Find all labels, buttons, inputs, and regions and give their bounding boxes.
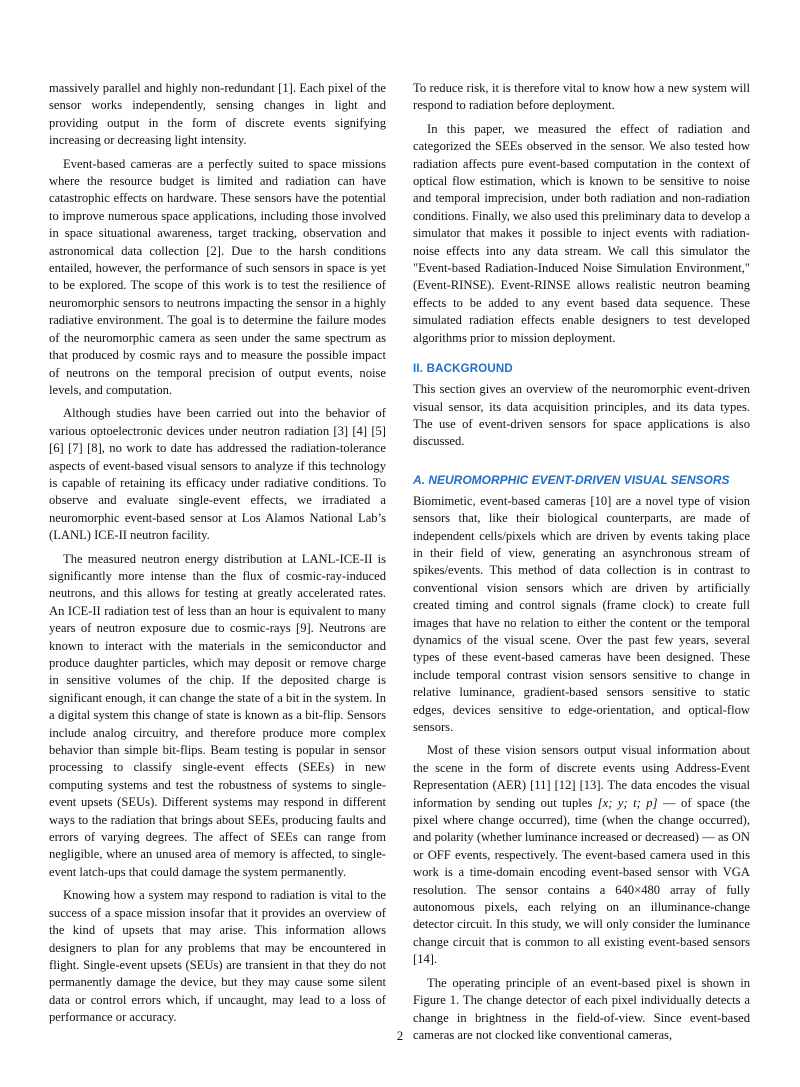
body-paragraph: The measured neutron energy distribution at LANL-ICE-II is significantly more intense than the flux of cosmic-ray-induced neutrons, and this allows for testing at greatly accelerated rates. An ICE-II radiation test of less than an hour is equivalent to many years of neutron exposure due to cosmic-rays [9]. Neutrons are known to interact with the materials in the semiconductor and produce daughter particles, which may deposit or remove charge in sensitive volumes of the chip. If the deposited charge is significant enough, it can change the state of a bit in the system. In a digital system this change of state is known as a bit-flip. Sensors include analog circuitry, and therefore produce more complex behavior than simple bit-flips. Beam testing is popular in sensor processing to classify single-event effects (SEEs) in new computing systems and test the robustness of systems to single-event upsets (SEUs). Different systems may respond in different ways to the radiation that brings about SEEs, producing faults and errors of varying degrees. The affect of SEEs can range from negligible, where an unused area of memory is affected, to single-event latch-ups that could damage the system permanently. — [49, 551, 386, 879]
subsection-heading: A. NEUROMORPHIC EVENT-DRIVEN VISUAL SENSORS — [413, 472, 730, 487]
inline-math: [x; y; t; p] — [597, 795, 658, 810]
body-paragraph: Knowing how a system may respond to radiation is vital to the success of a space mission insofar that it provides an overview of the kind of upsets that may arise. This information allows designers to plan for any problems that may be encountered in flight. Single-event upsets (SEUs) are transient in that they do not permanently damage the device, but they may cause some silent data or control errors which, if uncaught, may lead to a loss of performance or accuracy. — [49, 888, 386, 1025]
left-column — [49, 80, 386, 1033]
body-paragraph: Biomimetic, event-based cameras [10] are a novel type of vision sensors that, like their biological counterparts, are made of independent cells/pixels which are driven by events taking place in their field of view, generating an asynchronous stream of spikes/events. This method of data collection is in contrast to conventional vision sensors which are driven by artificially created timing and control signals (frame clock) to create full images that have no relation to either the content or the temporal dynamics of the visual scene. Over the past few years, several types of these event-based cameras have been designed. These include temporal contrast vision sensors sensitive to change in relative luminance, gradient-based sensors sensitive to static edges, devices sensitive to edge-orientation, and optical-flow sensors. — [413, 493, 750, 734]
page-number: 2 — [396, 1028, 404, 1043]
body-paragraph: Event-based cameras are a perfectly suited to space missions where the resource budget is limited and radiation can have catastrophic effects on hardware. These sensors have the potential to improve numerous space applications, including those involved in space situational awareness, target tracking, observation and astronomical data collection [2]. Due to the harsh conditions entailed, however, the performance of such sensors in space is yet to be explored. The scope of this work is to test the resilience of neuromorphic sensors to neutrons impacting the sensor in a highly radiative environment. The goal is to determine the failure modes of the neuromorphic camera as seen under the same spectrum as that produced by cosmic rays and to measure the possible impact of neutrons on the temporal precision of output events, noise levels, and computation. — [49, 156, 386, 397]
body-paragraph: To reduce risk, it is therefore vital to know how a new system will respond to radiation before deployment. — [413, 81, 750, 113]
paragraph-text: — of space (the pixel where change occurred), time (when the change occurred), and polarity (whether luminance increased or decreased) — as ON or OFF events, respectively. The event-based camera used in this work is a time-domain encoding event-based sensor with VGA resolution. The sensor contains a 640×480 array of fully autonomous pixels, each relying on an illuminance-change detector circuit. In this study, we will only consider the luminance change circuit that is common to all existing event-based sensors [14]. — [413, 795, 750, 967]
section-heading: II. BACKGROUND — [413, 363, 513, 376]
body-paragraph: This section gives an overview of the neuromorphic event-driven visual sensor, its data acquisition principles, and its data types. The use of event-driven sensors for space applications is also discussed. — [413, 382, 750, 449]
body-paragraph: Although studies have been carried out into the behavior of various optoelectronic devices under neutron radiation [3] [4] [5] [6] [7] [8], no work to date has addressed the radiation-tolerance aspects of event-based visual sensors to analyze if this technology is capable of retaining its efficacy under radiative conditions. To observe and evaluate single-event effects, we irradiated a neuromorphic event-based sensor at Los Alamos National Lab’s (LANL) ICE-II neutron facility. — [49, 406, 386, 543]
paragraph-text: Most of these vision sensors output visual information about the scene in the form of discrete events using Address-Event Representation (AER) [11] [12] [13]. The data encodes the visual information by sending out tuples — [413, 743, 750, 810]
body-paragraph: The operating principle of an event-based pixel is shown in Figure 1. The change detector of each pixel individually detects a change in brightness in the field-of-view. Since event-based cameras are not clocked like conventional cameras, — [413, 975, 750, 1042]
right-column — [413, 80, 750, 1050]
body-paragraph — [413, 742, 750, 968]
body-paragraph: In this paper, we measured the effect of radiation and categorized the SEEs observed in the sensor. We also tested how radiation affects pure event-based computation in the context of optical flow estimation, which is known to be sensitive to noise and temporal imprecision, under both radiation and non-radiation conditions. Finally, we also used this preliminary data to develop a simulator that makes it possible to inject events with radiation-noise effects into any data stream. We call this simulator the "Event-based Radiation-Induced Noise Simulation Environment," (Event-RINSE). Event-RINSE allows realistic neutron beaming effects to be added to any event based data sequence. These simulated radiation effects enable designers to test developed algorithms prior to mission deployment. — [413, 121, 750, 345]
body-paragraph: massively parallel and highly non-redundant [1]. Each pixel of the sensor works independently, sensing changes in light and providing output in the form of discrete events signifying increasing or decreasing light intensity. — [49, 81, 386, 148]
